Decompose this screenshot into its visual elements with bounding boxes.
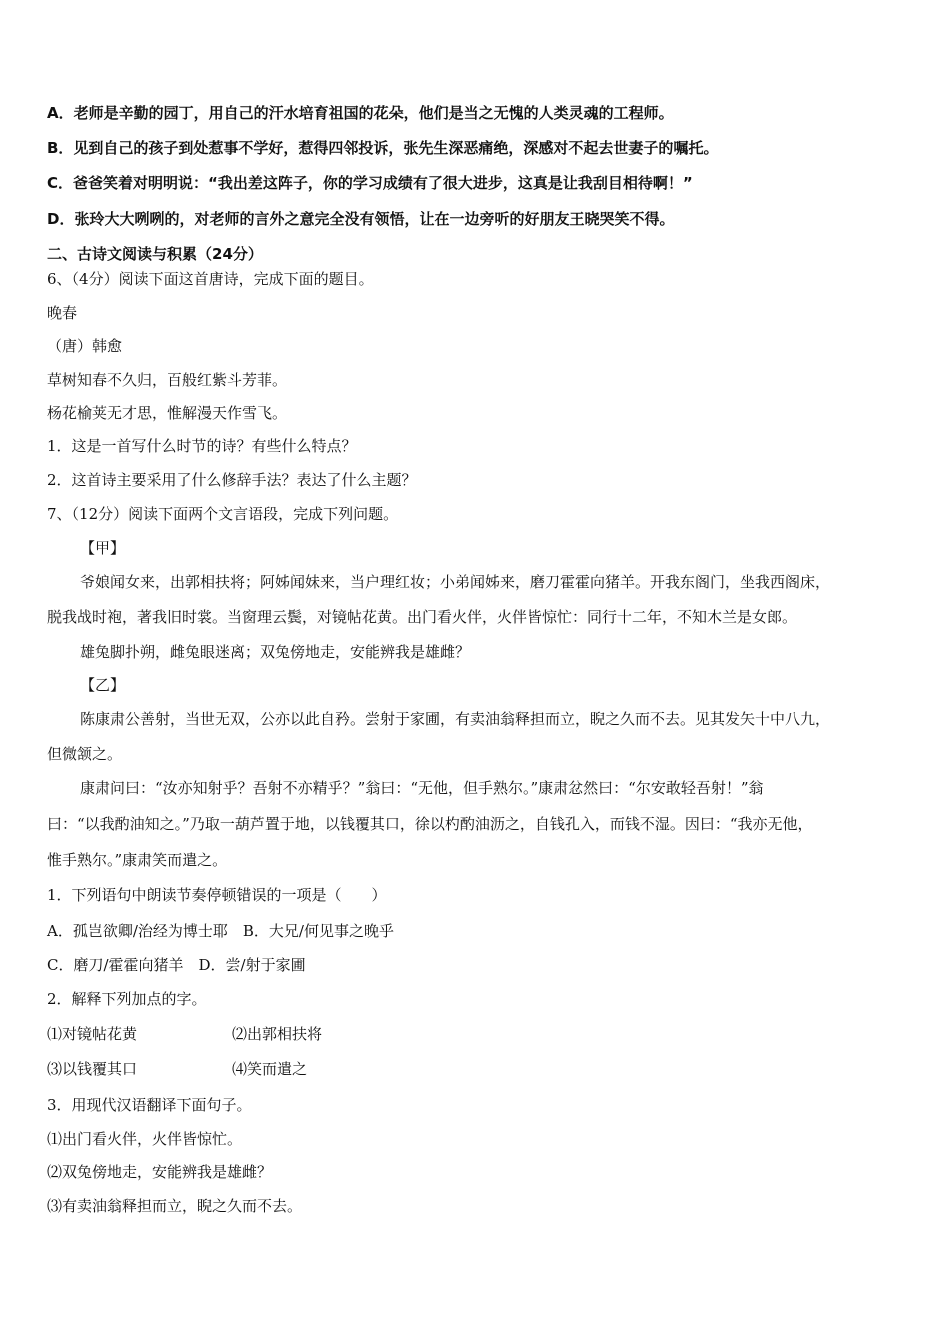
q6-sub2: 2．这首诗主要采用了什么修辞手法？表达了什么主题？ [47, 471, 417, 489]
q7-sub2-item1: ⑴对镜帖花黄 [47, 1025, 138, 1043]
q7-sub2-item2: ⑵出郭相扶将 [232, 1025, 323, 1043]
q6-sub1: 1．这是一首写什么时节的诗？有些什么特点？ [47, 437, 357, 455]
q7-sub2-item4: ⑷笑而遣之 [232, 1060, 308, 1078]
yi-label: 【乙】 [80, 676, 126, 694]
q7-sub3-item1: ⑴出门看火伴，火伴皆惊忙。 [47, 1130, 243, 1148]
poem-line-2: 杨花榆荚无才思，惟解漫天作雪飞。 [47, 404, 288, 422]
q7-sub1: 1．下列语句中朗读节奏停顿错误的一项是（ ） [47, 886, 387, 904]
jia-para1-line1: 爷娘闻女来，出郭相扶将；阿姊闻妹来，当户理红妆；小弟闻姊来，磨刀霍霍向猪羊。开我东阁门，坐我西阁床， [80, 573, 831, 591]
section-title: 二、古诗文阅读与积累（24分） [47, 245, 263, 263]
q7-sub3: 3．用现代汉语翻译下面句子。 [47, 1096, 252, 1114]
option-d: D．张玲大大咧咧的，对老师的言外之意完全没有领悟，让在一边旁听的好朋友王晓哭笑不得。 [47, 210, 675, 228]
jia-para2: 雄兔脚扑朔，雌兔眼迷离；双兔傍地走，安能辨我是雄雌？ [80, 643, 471, 661]
q7-sub2: 2．解释下列加点的字。 [47, 990, 207, 1008]
option-b: B．见到自己的孩子到处惹事不学好，惹得四邻投诉，张先生深恶痛绝，深感对不起去世妻子的嘱托。 [47, 139, 719, 157]
jia-label: 【甲】 [80, 539, 126, 557]
q7-sub1-options-cd: C．磨刀/霍霍向猪羊 D．尝/射于家圃 [47, 956, 306, 974]
option-c: C．爸爸笑着对明明说：“我出差这阵子，你的学习成绩有了很大进步，这真是让我刮目相待啊！” [47, 174, 693, 192]
poem-author: （唐）韩愈 [47, 337, 123, 355]
yi-para2-line2: 曰：“以我酌油知之。”乃取一葫芦置于地，以钱覆其口，徐以杓酌油沥之，自钱孔入，而钱不湿。因曰：“我亦无他， [47, 815, 813, 833]
q6-stem: 6、（4分）阅读下面这首唐诗，完成下面的题目。 [47, 270, 374, 288]
q7-sub3-item2: ⑵双兔傍地走，安能辨我是雄雌？ [47, 1163, 273, 1181]
yi-para2-line3: 惟手熟尔。”康肃笑而遣之。 [47, 851, 228, 869]
yi-para2-line1: 康肃问曰：“汝亦知射乎？吾射不亦精乎？”翁曰：“无他，但手熟尔。”康肃忿然曰：“尔安敢轻吾射！”翁 [80, 779, 764, 797]
yi-para1-line2: 但微颔之。 [47, 745, 123, 763]
poem-line-1: 草树知春不久归，百般红紫斗芳菲。 [47, 371, 288, 389]
jia-para1-line2: 脱我战时袍，著我旧时裳。当窗理云鬓，对镜帖花黄。出门看火伴，火伴皆惊忙：同行十二年，不知木兰是女郎。 [47, 608, 798, 626]
poem-title: 晚春 [47, 304, 78, 322]
q7-sub3-item3: ⑶有卖油翁释担而立，睨之久而不去。 [47, 1197, 303, 1215]
option-a: A．老师是辛勤的园丁，用自己的汗水培育祖国的花朵，他们是当之无愧的人类灵魂的工程师。 [47, 104, 674, 122]
q7-sub1-options-ab: A．孤岂欲卿/治经为博士耶 B．大兄/何见事之晚乎 [47, 922, 394, 940]
yi-para1-line1: 陈康肃公善射，当世无双，公亦以此自矜。尝射于家圃，有卖油翁释担而立，睨之久而不去。见其发矢十中八九， [80, 710, 831, 728]
q7-stem: 7、（12分）阅读下面两个文言语段，完成下列问题。 [47, 505, 399, 523]
q7-sub2-item3: ⑶以钱覆其口 [47, 1060, 138, 1078]
